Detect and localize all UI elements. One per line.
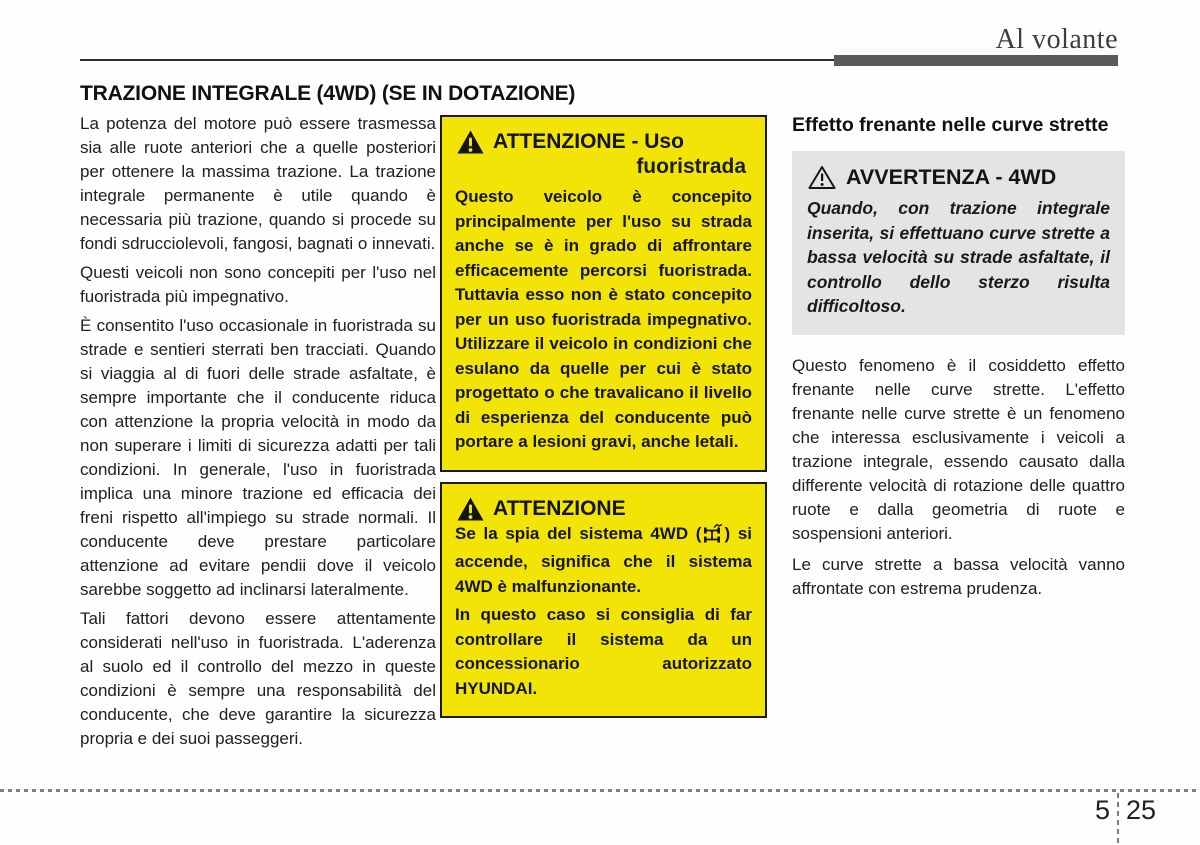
caution-box-offroad [440, 115, 767, 472]
warning-triangle-icon [457, 130, 484, 154]
footer-dashed-divider [1117, 793, 1119, 845]
footer-dashed-rule [0, 789, 1200, 792]
text-before-icon: Se la spia del sistema 4WD ( [455, 523, 702, 543]
paragraph: Questo fenomeno è il cosiddetto effetto frenante nelle curve strette. L'effetto frenante nelle curve strette è un fenomeno che interessa esclusivamente i veicoli a trazione integrale, essendo causato dalla differente velocità di rotazione delle quattro ruote e dalla geometria di ruote e sospensioni anteriori. [792, 355, 1125, 543]
caution-body-line [455, 522, 752, 600]
warning-box-4wd [792, 151, 1125, 335]
warning-triangle-icon [457, 497, 484, 521]
caution-body [455, 522, 752, 702]
right-column-paragraphs [792, 354, 1125, 601]
caution-body-line: In questo caso si consiglia di far controllare il sistema da un concessionario autorizzato HYUNDAI. [455, 605, 752, 698]
header-rule-bar [834, 55, 1118, 66]
text-after-icon: ) si accende, significa che il sistema 4WD è malfunzionante. [455, 523, 752, 596]
left-column [80, 112, 436, 756]
caution-title-text-line2: fuoristrada [636, 155, 746, 178]
4wd-malfunction-indicator-icon [702, 524, 723, 551]
warning-title-text: AVVERTENZA - 4WD [846, 165, 1057, 189]
paragraph: Questi veicoli non sono concepiti per l'uso nel fuoristrada più impegnativo. [80, 263, 436, 306]
paragraph: Le curve strette a bassa velocità vanno affrontate con estrema prudenza. [792, 554, 1125, 598]
right-column [792, 112, 1125, 608]
caution-box-title [457, 497, 752, 521]
middle-column [440, 115, 767, 728]
warning-triangle-outline-icon [808, 165, 836, 190]
section-label: Al volante [995, 24, 1118, 55]
paragraph: È consentito l'uso occasionale in fuoristrada su strade e sentieri sterrati ben tracciati. Quando si viaggia al di fuori delle strade asfaltate, è sempre importante che il conducente riduca con attenzione la propria velocità in modo da non superare i limiti di sicurezza adatti per tali condizioni. In generale, l'uso in fuoristrada implica una minore trazione ed efficacia dei freni rispetto all'impiego su strade normali. Il conducente deve prestare particolare attenzione ad evitare pendii dove il veicolo sarebbe soggetto ad inclinarsi lateralmente. [80, 316, 436, 599]
paragraph: Tali fattori devono essere attentamente considerati nell'uso in fuoristrada. L'aderenza al suolo ed il controllo del mezzo in queste condizioni è sempre una responsabilità del conducente, che deve garantire la sicurezza propria e dei suoi passeggeri. [80, 609, 436, 748]
caution-box-4wd [440, 482, 767, 719]
warning-box-title [808, 165, 1110, 190]
caution-box-title [457, 130, 752, 154]
subsection-heading: Effetto frenante nelle curve strette [792, 114, 1109, 136]
caution-title-text: ATTENZIONE [493, 496, 626, 520]
caution-title-text: ATTENZIONE - Uso [493, 130, 684, 153]
caution-body: Questo veicolo è concepito principalmente per l'uso su strada anche se è in grado di affrontare efficacemente percorsi fuoristrada. Tuttavia esso non è stato concepito per un uso fuoristrada impegnativo. Utilizzare il veicolo in condizioni che esulano da quelle per cui è stato progettato o che travalicano il livello di esperienza del conducente può portare a lesioni gravi, anche letali. [455, 187, 752, 451]
footer-chapter-number: 5 [1094, 795, 1110, 825]
page-title: TRAZIONE INTEGRALE (4WD) (SE IN DOTAZIONE) [80, 82, 576, 105]
warning-body: Quando, con trazione integrale inserita, si effettuano curve strette a bassa velocità su strade asfaltate, il controllo dello sterzo risulta difficoltoso. [807, 198, 1110, 316]
footer-page-number: 25 [1126, 795, 1157, 825]
header-rule-thin [80, 59, 836, 61]
paragraph: La potenza del motore può essere trasmessa sia alle ruote anteriori che a quelle posteriori per ottenere la massima trazione. La trazione integrale permanente è utile quando è necessaria più trazione, quando si procede su fondi sdrucciolevoli, fangosi, bagnati o innevati. [80, 114, 436, 253]
